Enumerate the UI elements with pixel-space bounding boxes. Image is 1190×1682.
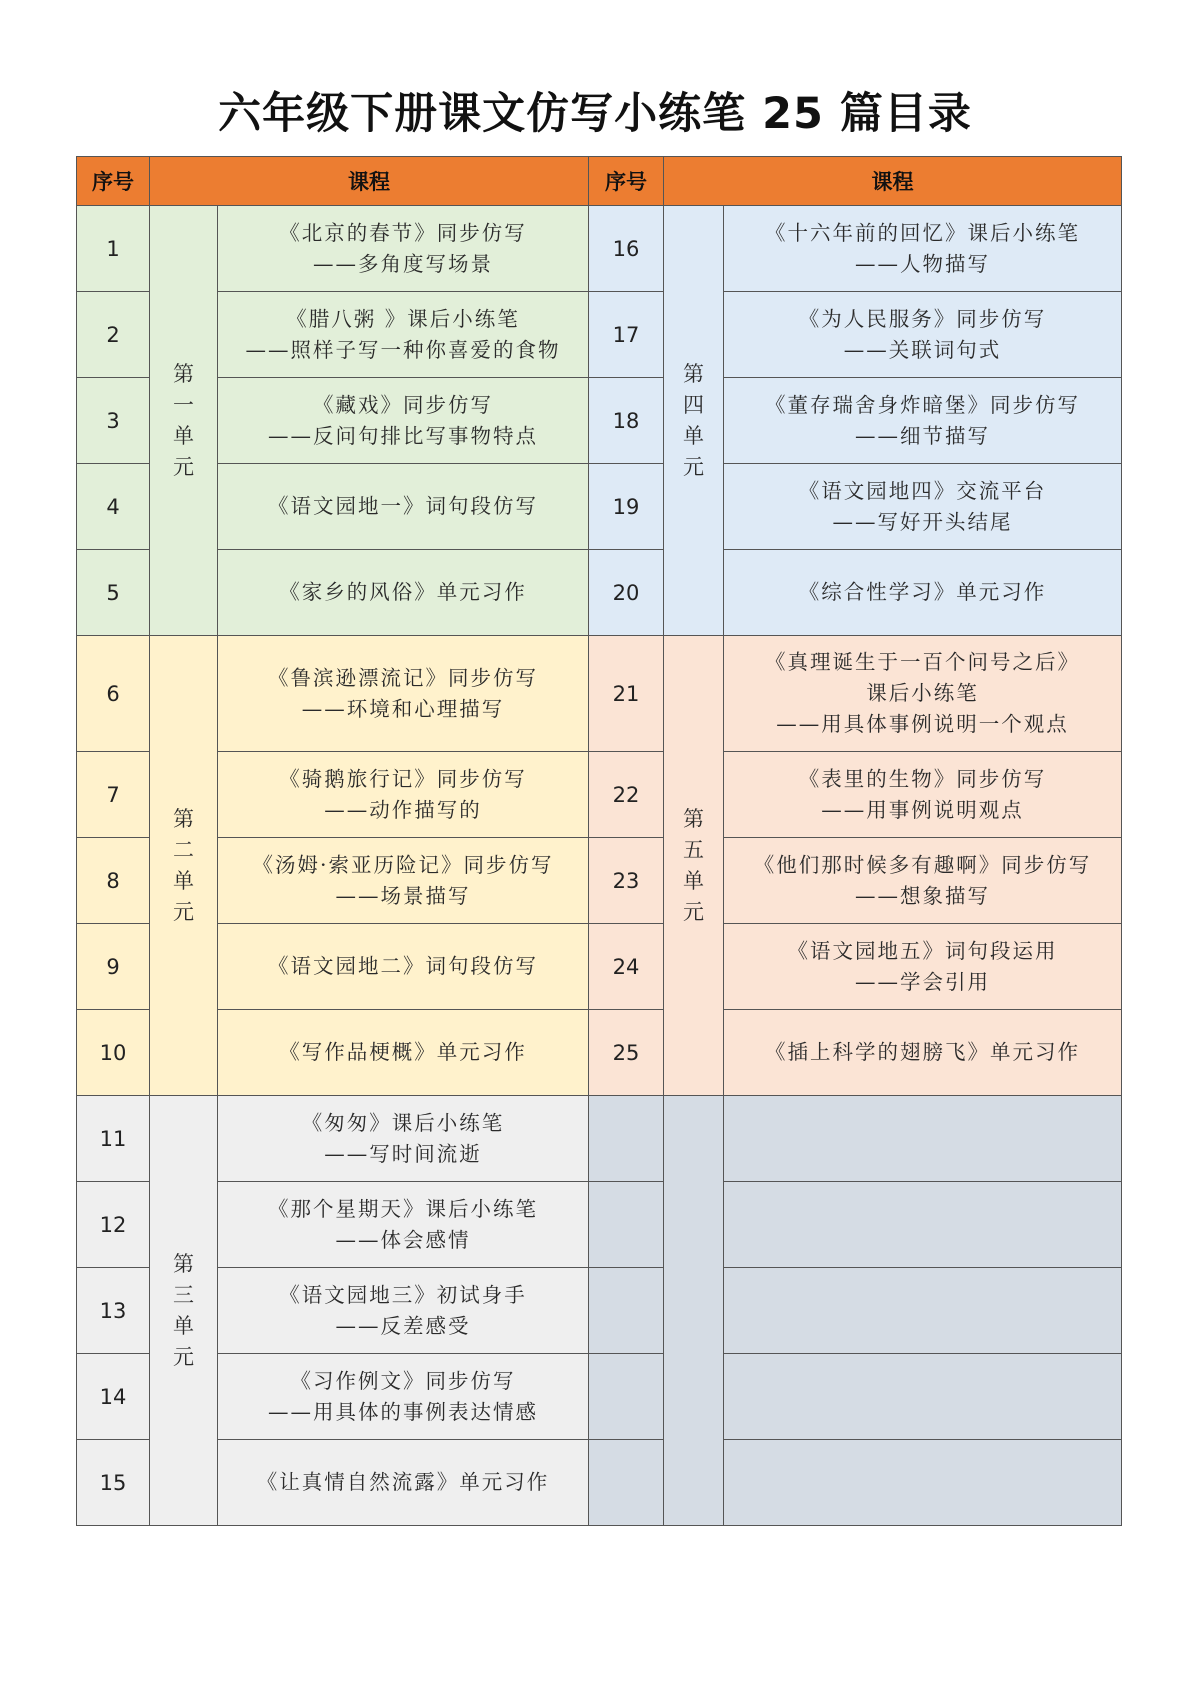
course-cell: 《匆匆》课后小练笔 ——写时间流逝 bbox=[218, 1096, 589, 1182]
row-number: 10 bbox=[77, 1010, 150, 1096]
row-number: 14 bbox=[77, 1354, 150, 1440]
row-number: 9 bbox=[77, 924, 150, 1010]
unit-label-3: 第 三 单 元 bbox=[150, 1096, 218, 1526]
course-cell: 《语文园地四》交流平台 ——写好开头结尾 bbox=[724, 464, 1122, 550]
empty-cell bbox=[589, 1096, 664, 1182]
course-cell: 《他们那时候多有趣啊》同步仿写 ——想象描写 bbox=[724, 838, 1122, 924]
table-row bbox=[77, 1354, 1122, 1440]
header-num-right: 序号 bbox=[589, 157, 664, 206]
empty-cell bbox=[724, 1354, 1122, 1440]
table-row bbox=[77, 292, 1122, 378]
page-title: 六年级下册课文仿写小练笔 25 篇目录 bbox=[218, 89, 972, 139]
row-number: 6 bbox=[77, 636, 150, 752]
row-number: 21 bbox=[589, 636, 664, 752]
table-row bbox=[77, 1440, 1122, 1526]
row-number: 1 bbox=[77, 206, 150, 292]
course-cell: 《让真情自然流露》单元习作 bbox=[218, 1440, 589, 1526]
row-number: 24 bbox=[589, 924, 664, 1010]
course-cell: 《汤姆·索亚历险记》同步仿写 ——场景描写 bbox=[218, 838, 589, 924]
row-number: 16 bbox=[589, 206, 664, 292]
course-cell: 《写作品梗概》单元习作 bbox=[218, 1010, 589, 1096]
empty-unit-cell bbox=[664, 1096, 724, 1526]
row-number: 5 bbox=[77, 550, 150, 636]
unit-label-2: 第 二 单 元 bbox=[150, 636, 218, 1096]
empty-cell bbox=[589, 1354, 664, 1440]
row-number: 25 bbox=[589, 1010, 664, 1096]
table-row bbox=[77, 378, 1122, 464]
empty-cell bbox=[724, 1440, 1122, 1526]
course-cell: 《表里的生物》同步仿写 ——用事例说明观点 bbox=[724, 752, 1122, 838]
course-cell: 《综合性学习》单元习作 bbox=[724, 550, 1122, 636]
course-cell: 《家乡的风俗》单元习作 bbox=[218, 550, 589, 636]
course-cell: 《插上科学的翅膀飞》单元习作 bbox=[724, 1010, 1122, 1096]
row-number: 4 bbox=[77, 464, 150, 550]
table-row bbox=[77, 1268, 1122, 1354]
toc-table bbox=[76, 156, 1122, 1526]
table-row bbox=[77, 838, 1122, 924]
row-number: 2 bbox=[77, 292, 150, 378]
table-row bbox=[77, 752, 1122, 838]
course-cell: 《鲁滨逊漂流记》同步仿写 ——环境和心理描写 bbox=[218, 636, 589, 752]
course-cell: 《语文园地五》词句段运用 ——学会引用 bbox=[724, 924, 1122, 1010]
course-cell: 《董存瑞舍身炸暗堡》同步仿写 ——细节描写 bbox=[724, 378, 1122, 464]
empty-cell bbox=[724, 1268, 1122, 1354]
course-cell: 《十六年前的回忆》课后小练笔 ——人物描写 bbox=[724, 206, 1122, 292]
row-number: 7 bbox=[77, 752, 150, 838]
course-cell: 《那个星期天》课后小练笔 ——体会感情 bbox=[218, 1182, 589, 1268]
course-cell: 《习作例文》同步仿写 ——用具体的事例表达情感 bbox=[218, 1354, 589, 1440]
row-number: 12 bbox=[77, 1182, 150, 1268]
table-row bbox=[77, 1182, 1122, 1268]
course-cell: 《语文园地一》词句段仿写 bbox=[218, 464, 589, 550]
unit-label-5: 第 五 单 元 bbox=[664, 636, 724, 1096]
row-number: 19 bbox=[589, 464, 664, 550]
row-number: 20 bbox=[589, 550, 664, 636]
row-number: 23 bbox=[589, 838, 664, 924]
row-number: 11 bbox=[77, 1096, 150, 1182]
course-cell: 《北京的春节》同步仿写 ——多角度写场景 bbox=[218, 206, 589, 292]
course-cell: 《腊八粥 》课后小练笔 ——照样子写一种你喜爱的食物 bbox=[218, 292, 589, 378]
row-number: 13 bbox=[77, 1268, 150, 1354]
header-course-left: 课程 bbox=[150, 157, 589, 206]
table-row bbox=[77, 1096, 1122, 1182]
row-number: 18 bbox=[589, 378, 664, 464]
row-number: 8 bbox=[77, 838, 150, 924]
empty-cell bbox=[589, 1268, 664, 1354]
row-number: 17 bbox=[589, 292, 664, 378]
table-row bbox=[77, 550, 1122, 636]
header-course-right: 课程 bbox=[664, 157, 1122, 206]
row-number: 3 bbox=[77, 378, 150, 464]
empty-cell bbox=[724, 1182, 1122, 1268]
header-num-left: 序号 bbox=[77, 157, 150, 206]
unit-label-4: 第 四 单 元 bbox=[664, 206, 724, 636]
empty-cell bbox=[724, 1096, 1122, 1182]
table-row bbox=[77, 1010, 1122, 1096]
empty-cell bbox=[589, 1182, 664, 1268]
unit-label-1: 第 一 单 元 bbox=[150, 206, 218, 636]
course-cell: 《藏戏》同步仿写 ——反问句排比写事物特点 bbox=[218, 378, 589, 464]
course-cell: 《语文园地三》初试身手 ——反差感受 bbox=[218, 1268, 589, 1354]
table-row bbox=[77, 924, 1122, 1010]
row-number: 15 bbox=[77, 1440, 150, 1526]
course-cell: 《真理诞生于一百个问号之后》 课后小练笔 ——用具体事例说明一个观点 bbox=[724, 636, 1122, 752]
course-cell: 《语文园地二》词句段仿写 bbox=[218, 924, 589, 1010]
course-cell: 《为人民服务》同步仿写 ——关联词句式 bbox=[724, 292, 1122, 378]
row-number: 22 bbox=[589, 752, 664, 838]
table-row bbox=[77, 636, 1122, 752]
table-row bbox=[77, 464, 1122, 550]
course-cell: 《骑鹅旅行记》同步仿写 ——动作描写的 bbox=[218, 752, 589, 838]
table-header-row bbox=[77, 157, 1122, 206]
empty-cell bbox=[589, 1440, 664, 1526]
table-row bbox=[77, 206, 1122, 292]
